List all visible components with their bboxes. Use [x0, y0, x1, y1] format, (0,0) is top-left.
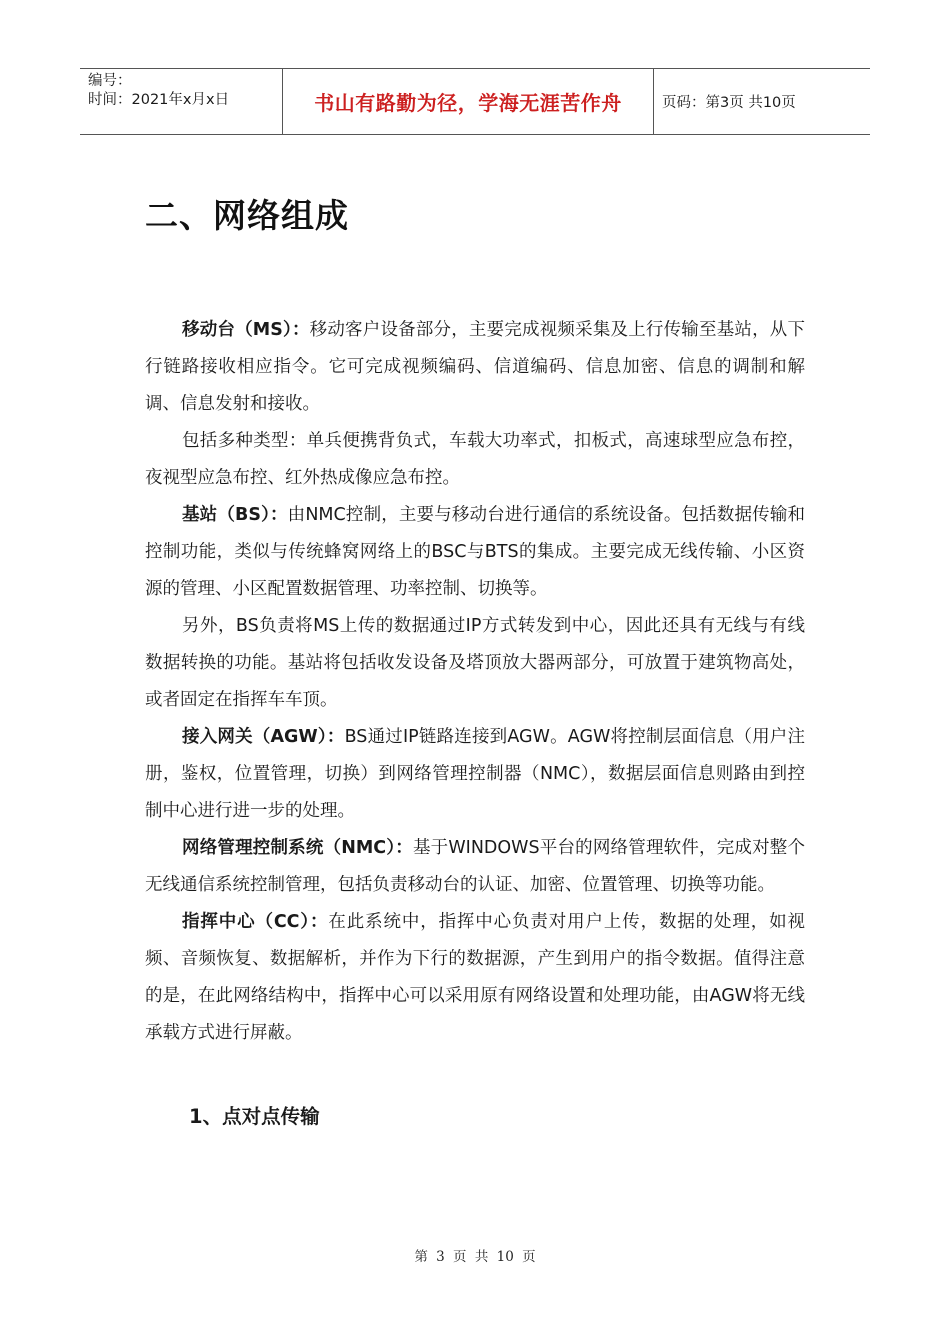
paragraph — [145, 608, 805, 719]
subsection-title: 1、点对点传输 — [189, 1105, 320, 1128]
paragraph — [145, 497, 805, 608]
paragraph-text: 包括多种类型：单兵便携背负式，车载大功率式，扣板式，高速球型应急布控，夜视型应急布控、红外热成像应急布控。 — [145, 431, 805, 488]
paragraph-term: 指挥中心（CC）： — [182, 912, 329, 932]
paragraph — [145, 904, 805, 1052]
body-content — [145, 312, 805, 1052]
page-header — [80, 68, 870, 135]
time-label: 时间：2021年x月x日 — [88, 92, 230, 108]
paragraph-text: 移动客户设备部分，主要完成视频采集及上行传输至基站，从下行链路接收相应指令。它可完成视频编码、信道编码、信息加密、信息的调制和解调、信息发射和接收。 — [145, 320, 805, 414]
paragraph — [145, 312, 805, 423]
section-title: 二、网络组成 — [145, 196, 349, 235]
page-footer: 第 3 页 共 10 页 — [414, 1249, 536, 1265]
paragraph-term: 接入网关（AGW）： — [182, 727, 345, 747]
paragraph-text: 由NMC控制，主要与移动台进行通信的系统设备。包括数据传输和控制功能，类似与传统蜂窝网络上的BSC与BTS的集成。主要完成无线传输、小区资源的管理、小区配置数据管理、功率控制、切换等。 — [145, 505, 805, 599]
paragraph-text: 基于WINDOWS平台的网络管理软件，完成对整个无线通信系统控制管理，包括负责移动台的认证、加密、位置管理、切换等功能。 — [145, 838, 805, 895]
number-label: 编号： — [88, 73, 132, 89]
paragraph-text: 在此系统中，指挥中心负责对用户上传，数据的处理，如视频、音频恢复、数据解析，并作为下行的数据源，产生到用户的指令数据。值得注意的是，在此网络结构中，指挥中心可以采用原有网络设置和处理功能，由AGW将无线承载方式进行屏蔽。 — [145, 912, 806, 1043]
page-info: 页码：第3页 共10页 — [662, 95, 796, 111]
paragraph — [145, 830, 805, 904]
paragraph-text: 另外，BS负责将MS上传的数据通过IP方式转发到中心，因此还具有无线与有线数据转换的功能。基站将包括收发设备及塔顶放大器两部分，可放置于建筑物高处，或者固定在指挥车车顶。 — [145, 616, 805, 710]
paragraph-term: 移动台（MS）： — [182, 320, 310, 340]
motto: 书山有路勤为径，学海无涯苦作舟 — [282, 69, 654, 134]
paragraph-text: BS通过IP链路连接到AGW。AGW将控制层面信息（用户注册，鉴权，位置管理，切换）到网络管理控制器（NMC），数据层面信息则路由到控制中心进行进一步的处理。 — [145, 727, 806, 821]
paragraph — [145, 719, 805, 830]
paragraph — [145, 423, 805, 497]
paragraph-term: 网络管理控制系统（NMC）： — [182, 838, 413, 858]
paragraph-term: 基站（BS）： — [182, 505, 288, 525]
header-left-cell — [80, 69, 282, 134]
